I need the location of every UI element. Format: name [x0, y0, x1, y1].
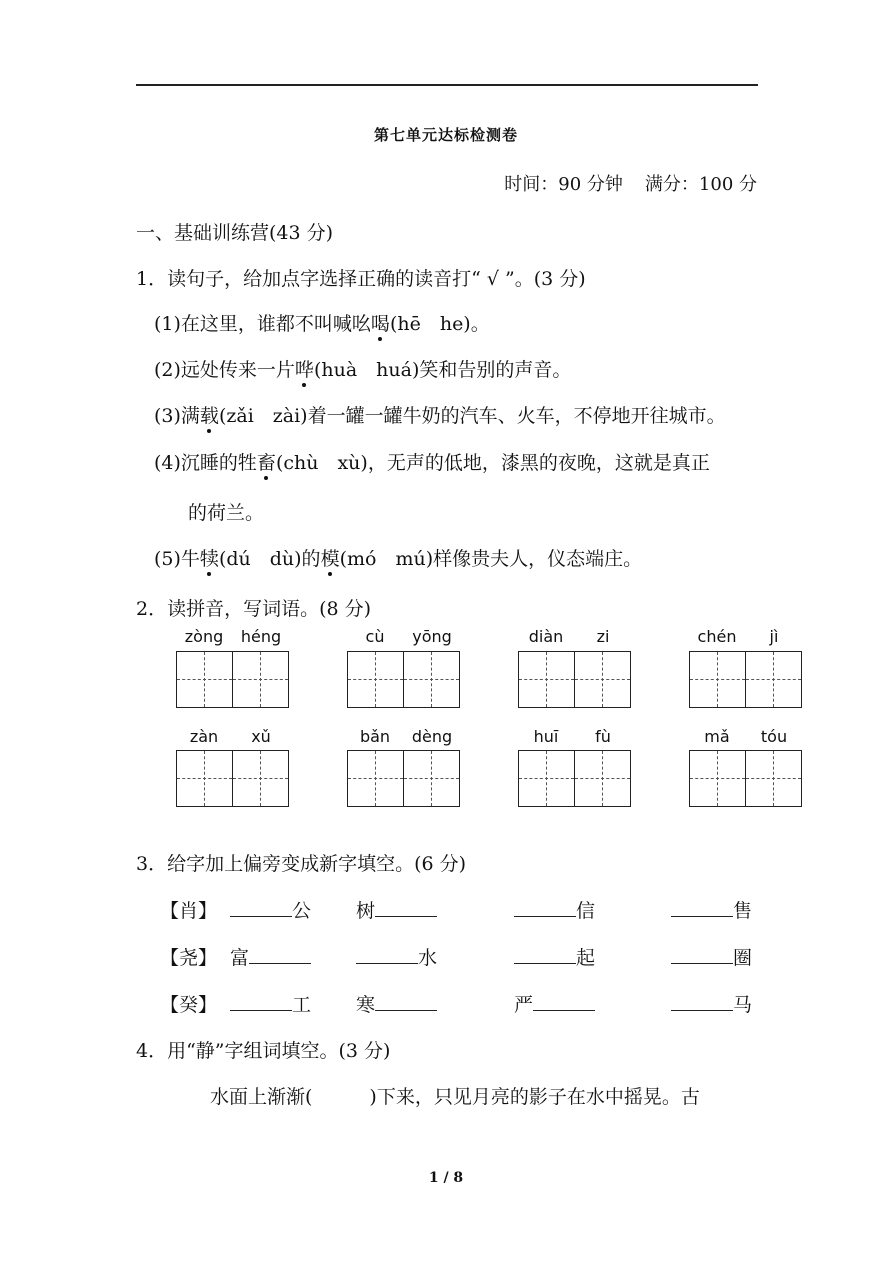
q3-row-label: 【癸】: [160, 994, 218, 1016]
q3-fill-item: 富: [230, 943, 311, 970]
q3-heading: 3．给字加上偏旁变成新字填空。(6 分): [136, 853, 467, 875]
pinyin-label: zi: [596, 627, 610, 646]
pinyin-label: héng: [240, 627, 282, 646]
time-limit: 时间：90 分钟: [504, 174, 623, 195]
q3-fill-item: 马: [671, 990, 752, 1017]
q1-item-4-cont: 的荷兰。: [188, 502, 265, 524]
q3-fill-item: 严: [514, 990, 595, 1017]
answer-blank[interactable]: [514, 946, 576, 964]
writing-grid-cell[interactable]: [574, 750, 631, 807]
writing-grid-cell[interactable]: [403, 750, 460, 807]
q1-item-3: (3)满载(zǎi zài)着一罐一罐牛奶的汽车、火车，不停地开往城市。: [154, 405, 726, 427]
pinyin-label: tóu: [760, 727, 788, 746]
q3-row-label: 【肖】: [160, 900, 218, 922]
pinyin-label: chén: [697, 627, 737, 646]
answer-blank[interactable]: [230, 993, 292, 1011]
q1-item-1: (1)在这里，谁都不叫喊吆喝(hē he)。: [154, 313, 490, 335]
header-rule: [136, 84, 758, 86]
writing-grid-cell[interactable]: [518, 651, 575, 708]
answer-blank[interactable]: [356, 946, 418, 964]
exam-meta: [504, 170, 757, 196]
q1-heading: 1．读句子，给加点字选择正确的读音打“ √ ”。(3 分): [136, 268, 586, 290]
q1-item-4: (4)沉睡的牲畜(chù xù)，无声的低地，漆黑的夜晚，这就是真正: [154, 452, 710, 474]
q1-item-5: (5)牛犊(dú dù)的模(mó mú)样像贵夫人，仪态端庄。: [154, 548, 643, 570]
writing-grid-cell[interactable]: [403, 651, 460, 708]
writing-grid-cell[interactable]: [689, 651, 746, 708]
page-number: 1 / 8: [428, 1170, 464, 1186]
pinyin-label: diàn: [528, 627, 564, 646]
pinyin-label: huī: [533, 727, 559, 746]
q3-fill-item: 工: [230, 990, 311, 1017]
answer-blank[interactable]: [230, 899, 292, 917]
answer-blank[interactable]: [375, 993, 437, 1011]
answer-blank[interactable]: [671, 993, 733, 1011]
answer-blank[interactable]: [671, 946, 733, 964]
q3-fill-item: 公: [230, 896, 311, 923]
pinyin-label: fù: [595, 727, 611, 746]
page-title: 第七单元达标检测卷: [373, 126, 518, 144]
answer-blank[interactable]: [533, 993, 595, 1011]
q3-fill-item: 树: [356, 896, 437, 923]
pinyin-label: dèng: [411, 727, 453, 746]
pinyin-label: xǔ: [251, 727, 271, 746]
pinyin-label: zàn: [189, 727, 219, 746]
q4-sentence: 水面上渐渐( )下来，只见月亮的影子在水中摇晃。古: [210, 1086, 700, 1108]
writing-grid-cell[interactable]: [347, 651, 404, 708]
q3-fill-item: 信: [514, 896, 595, 923]
dotted-char: 犊: [199, 548, 219, 570]
q3-fill-item: 圈: [671, 943, 752, 970]
pinyin-label: jì: [769, 627, 779, 646]
q3-fill-item: 售: [671, 896, 752, 923]
q3-fill-item: 水: [356, 943, 437, 970]
dotted-char: 模: [320, 548, 340, 570]
writing-grid-cell[interactable]: [176, 651, 233, 708]
dotted-char: 畜: [256, 452, 276, 474]
answer-blank[interactable]: [375, 899, 437, 917]
pinyin-label: bǎn: [359, 727, 391, 746]
writing-grid-cell[interactable]: [176, 750, 233, 807]
dotted-char: 哗: [294, 359, 314, 381]
writing-grid-cell[interactable]: [689, 750, 746, 807]
answer-blank[interactable]: [249, 946, 311, 964]
q2-heading: 2．读拼音，写词语。(8 分): [136, 598, 372, 620]
pinyin-label: mǎ: [704, 727, 730, 746]
writing-grid-cell[interactable]: [232, 651, 289, 708]
answer-blank[interactable]: [671, 899, 733, 917]
dotted-char: 喝: [370, 313, 390, 335]
q4-heading: 4．用“静”字组词填空。(3 分): [136, 1040, 391, 1062]
writing-grid-cell[interactable]: [232, 750, 289, 807]
writing-grid-cell[interactable]: [347, 750, 404, 807]
writing-grid-cell[interactable]: [574, 651, 631, 708]
dotted-char: 载: [199, 405, 219, 427]
section-1-heading: 一、基础训练营(43 分): [136, 222, 334, 244]
pinyin-label: zòng: [184, 627, 224, 646]
writing-grid-cell[interactable]: [745, 750, 802, 807]
pinyin-label: yōng: [412, 627, 452, 646]
q3-fill-item: 起: [514, 943, 595, 970]
writing-grid-cell[interactable]: [745, 651, 802, 708]
writing-grid-cell[interactable]: [518, 750, 575, 807]
pinyin-label: cù: [365, 627, 385, 646]
q3-fill-item: 寒: [356, 990, 437, 1017]
full-score: 满分：100 分: [644, 174, 757, 195]
q1-item-2: (2)远处传来一片哗(huà huá)笑和告别的声音。: [154, 359, 572, 381]
q3-row-label: 【尧】: [160, 947, 218, 969]
answer-blank[interactable]: [514, 899, 576, 917]
